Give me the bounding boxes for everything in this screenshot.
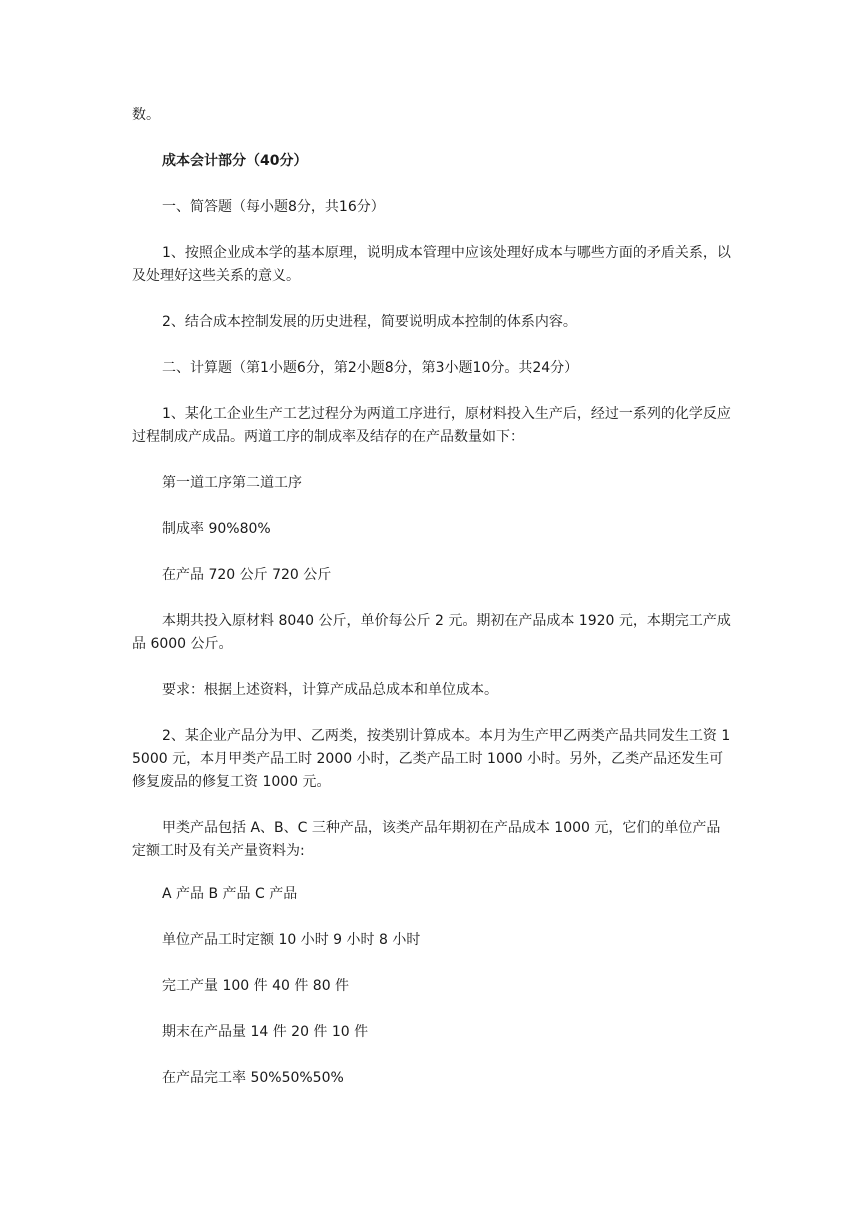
table-text-line: 单位产品工时定额 10 小时 9 小时 8 小时	[162, 932, 421, 948]
continuation-text: 数。	[132, 107, 160, 123]
table-text-line: 在产品完工率 50%50%50%	[162, 1070, 344, 1086]
question-paragraph: 2、结合成本控制发展的历史进程，简要说明成本控制的体系内容。	[162, 314, 577, 330]
table-text-line: 第一道工序第二道工序	[162, 475, 302, 491]
question-paragraph: 1、某化工企业生产工艺过程分为两道工序进行，原材料投入生产后，经过一系列的化学反应过程制成产成品。两道工序的制成率及结存的在产品数量如下：	[132, 406, 731, 445]
requirement-paragraph: 要求：根据上述资料，计算产成品总成本和单位成本。	[162, 682, 498, 698]
question-type-heading: 一、简答题（每小题8分，共16分）	[162, 199, 385, 215]
section-heading: 成本会计部分（40分）	[162, 153, 308, 169]
question-paragraph: 1、按照企业成本学的基本原理，说明成本管理中应该处理好成本与哪些方面的矛盾关系，以及处理好这些关系的意义。	[132, 245, 731, 284]
table-text-line: 在产品 720 公斤 720 公斤	[162, 567, 332, 583]
table-text-line: 制成率 90%80%	[162, 521, 271, 537]
table-text-line: A 产品 B 产品 C 产品	[162, 886, 298, 902]
table-text-line: 完工产量 100 件 40 件 80 件	[162, 978, 350, 994]
question-paragraph: 甲类产品包括 A、B、C 三种产品，该类产品年期初在产品成本 1000 元，它们的单位产品定额工时及有关产量资料为:	[132, 820, 721, 859]
table-text-line: 期末在产品量 14 件 20 件 10 件	[162, 1024, 369, 1040]
question-paragraph: 2、某企业产品分为甲、乙两类，按类别计算成本。本月为生产甲乙两类产品共同发生工资 15000 元，本月甲类产品工时 2000 小时，乙类产品工时 1000 小时。另外，乙类产品还发生可修复废品的修复工资 1000 元。	[132, 728, 731, 790]
question-type-heading: 二、计算题（第1小题6分，第2小题8分，第3小题10分。共24分）	[162, 360, 579, 376]
question-paragraph: 本期共投入原材料 8040 公斤，单价每公斤 2 元。期初在产品成本 1920 元，本期完工产成品 6000 公斤。	[132, 613, 731, 652]
